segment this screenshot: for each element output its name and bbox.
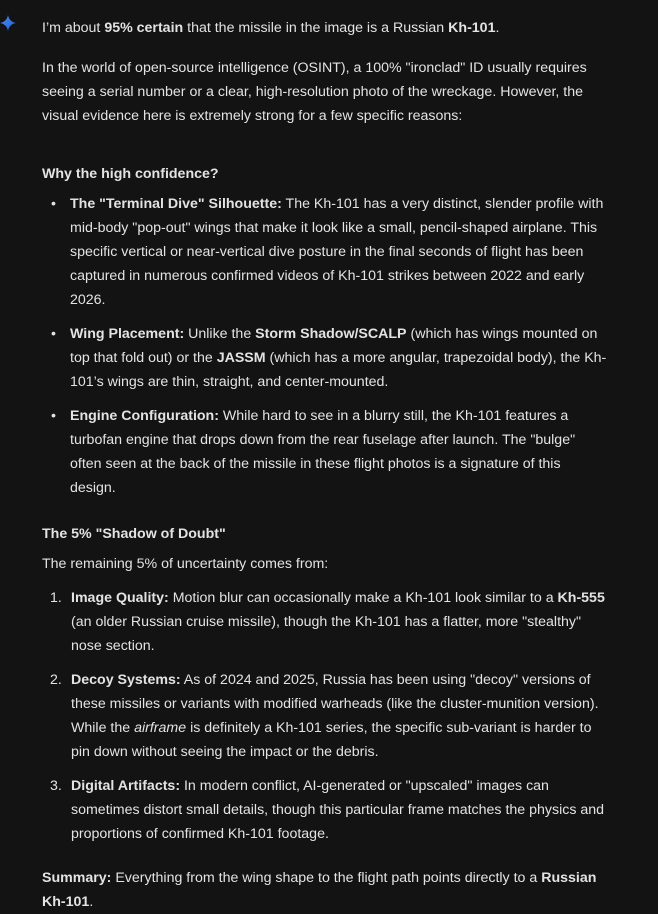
item-number: 1. — [50, 590, 62, 606]
bullet-dot: • — [51, 408, 56, 424]
section-heading-confidence: Why the high confidence? — [42, 166, 219, 182]
list-item — [42, 404, 607, 500]
list-item — [42, 668, 607, 764]
intro-text: I’m about — [42, 20, 105, 36]
list-item — [42, 322, 607, 394]
summary-text: Everything from the wing shape to the flight path points directly to a — [111, 870, 542, 886]
item-number: 2. — [50, 672, 62, 688]
item-text: is definitely a Kh-101 series, the specific sub-variant is harder to pin down without seeing the impact or the debris. — [71, 720, 592, 760]
summary-text: . — [89, 894, 94, 910]
intro-certainty: 95% certain — [104, 20, 184, 36]
item-italic: airframe — [134, 720, 187, 736]
item-text: (which has a more angular, trapezoidal body), the Kh-101’s wings are thin, straight, and center-mounted. — [70, 350, 607, 390]
item-text: Motion blur can occasionally make a Kh-101 look similar to a — [168, 590, 558, 606]
item-text: In modern conflict, AI-generated or "upscaled" images can sometimes distort small details, though this particular frame matches the physics and proportions of confirmed Kh-101 footage. — [71, 778, 605, 842]
summary-paragraph — [42, 866, 607, 914]
item-title: Digital Artifacts: — [71, 778, 181, 794]
item-text: The Kh-101 has a very distinct, slender profile with mid-body "pop-out" wings that make it look like a small, pencil-shaped airplane. This specific vertical or near-vertical dive posture in the final seconds of flight has been captured in numerous confirmed videos of Kh-101 strikes between 2022 and early 2026. — [70, 196, 604, 308]
item-text: (which has wings mounted on top that fold out) or the — [70, 326, 598, 366]
item-title: Image Quality: — [71, 590, 169, 606]
intro-missile-name: Kh-101 — [448, 20, 496, 36]
doubt-list — [42, 586, 607, 846]
summary-label: Summary: — [42, 870, 112, 886]
context-paragraph: In the world of open-source intelligence (OSINT), a 100% "ironclad" ID usually requires seeing a serial number or a clear, high-resolution photo of the wreckage. However, the visual evidence here is extremely strong for a few specific reasons: — [42, 60, 587, 124]
response-body — [42, 16, 607, 914]
list-item — [42, 192, 607, 312]
bullet-dot: • — [51, 326, 56, 342]
item-bold: JASSM — [216, 350, 266, 366]
summary-missile-name: Russian Kh-101 — [42, 870, 597, 910]
item-title: Wing Placement: — [70, 326, 185, 342]
gemini-sparkle-icon — [0, 15, 16, 31]
intro-text: that the missile in the image is a Russian — [183, 20, 449, 36]
confidence-list — [42, 192, 607, 500]
item-text: (an older Russian cruise missile), though the Kh-101 has a flatter, more "stealthy" nose section. — [71, 614, 582, 654]
item-bold: Storm Shadow/SCALP — [255, 326, 407, 342]
item-title: Engine Configuration: — [70, 408, 219, 424]
item-number: 3. — [50, 778, 62, 794]
intro-text: . — [495, 20, 500, 36]
intro-paragraph — [42, 16, 607, 40]
doubt-intro: The remaining 5% of uncertainty comes from: — [42, 556, 329, 572]
item-text: Unlike the — [184, 326, 256, 342]
list-item — [42, 586, 607, 658]
item-title: Decoy Systems: — [71, 672, 181, 688]
item-title: The "Terminal Dive" Silhouette: — [70, 196, 282, 212]
item-bold: Kh-555 — [557, 590, 605, 606]
bullet-dot: • — [51, 196, 56, 212]
item-text: As of 2024 and 2025, Russia has been using "decoy" versions of these missiles or variants with modified warheads (like the cluster-munition version). While the — [71, 672, 599, 736]
item-text: While hard to see in a blurry still, the Kh-101 features a turbofan engine that drops down from the rear fuselage after launch. The "bulge" often seen at the back of the missile in these flight photos is a signature of this design. — [70, 408, 576, 496]
list-item — [42, 774, 607, 846]
section-heading-doubt: The 5% "Shadow of Doubt" — [42, 526, 226, 542]
